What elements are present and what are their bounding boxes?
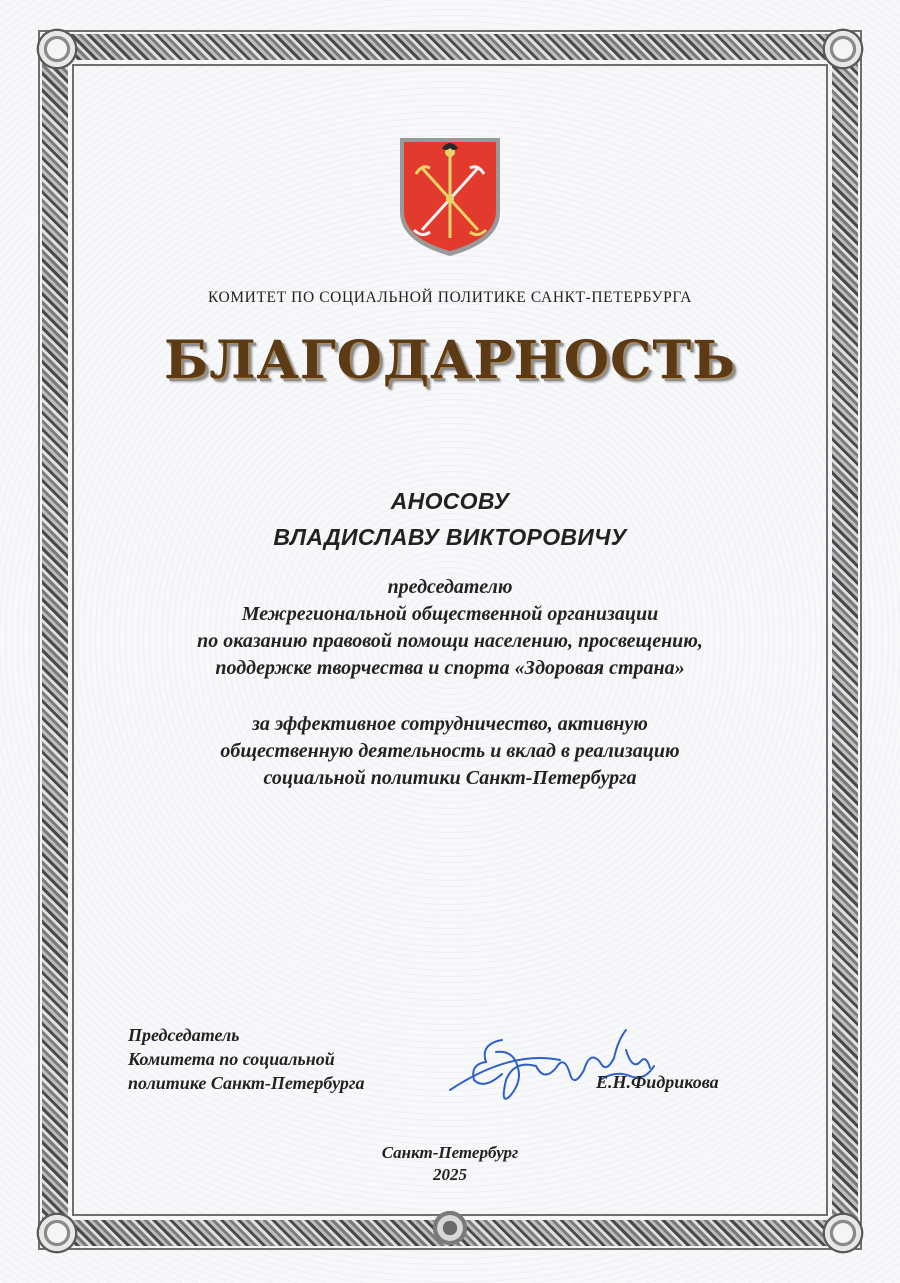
- signer-title-line: Председатель: [128, 1025, 240, 1045]
- recipient-position: [80, 574, 820, 682]
- corner-ornament-icon: [34, 1210, 80, 1256]
- place: Санкт-Петербург: [381, 1143, 519, 1162]
- coat-of-arms-icon: [396, 134, 504, 260]
- place-and-year: [300, 1142, 600, 1186]
- year: 2025: [433, 1165, 467, 1184]
- signature-icon: [440, 1010, 670, 1120]
- signer-title-line: политике Санкт-Петербурга: [128, 1073, 365, 1093]
- reason-line: социальной политики Санкт-Петербурга: [263, 767, 637, 789]
- signer-title: [128, 1023, 448, 1095]
- reason-line: общественную деятельность и вклад в реализацию: [220, 740, 680, 762]
- bottom-ornament-icon: [430, 1208, 470, 1248]
- document-title: БЛАГОДАРНОСТЬ: [163, 330, 737, 391]
- corner-ornament-icon: [34, 26, 80, 72]
- recipient-name: [80, 483, 820, 555]
- position-line: председателю: [387, 576, 513, 598]
- corner-ornament-icon: [820, 26, 866, 72]
- award-reason: [80, 711, 820, 792]
- recipient-given-names: ВЛАДИСЛАВУ ВИКТОРОВИЧУ: [273, 524, 627, 550]
- corner-ornament-icon: [820, 1210, 866, 1256]
- position-line: поддержке творчества и спорта «Здоровая страна»: [215, 657, 685, 679]
- signer-name: Е.Н.Фидрикова: [596, 1072, 719, 1092]
- position-line: по оказанию правовой помощи населению, просвещению,: [197, 630, 703, 652]
- position-line: Межрегиональной общественной организации: [241, 603, 659, 625]
- committee-name: КОМИТЕТ ПО СОЦИАЛЬНОЙ ПОЛИТИКЕ САНКТ-ПЕТЕРБУРГА: [207, 289, 693, 306]
- recipient-surname: АНОСОВУ: [390, 488, 510, 514]
- reason-line: за эффективное сотрудничество, активную: [252, 713, 648, 735]
- signer-title-line: Комитета по социальной: [128, 1049, 335, 1069]
